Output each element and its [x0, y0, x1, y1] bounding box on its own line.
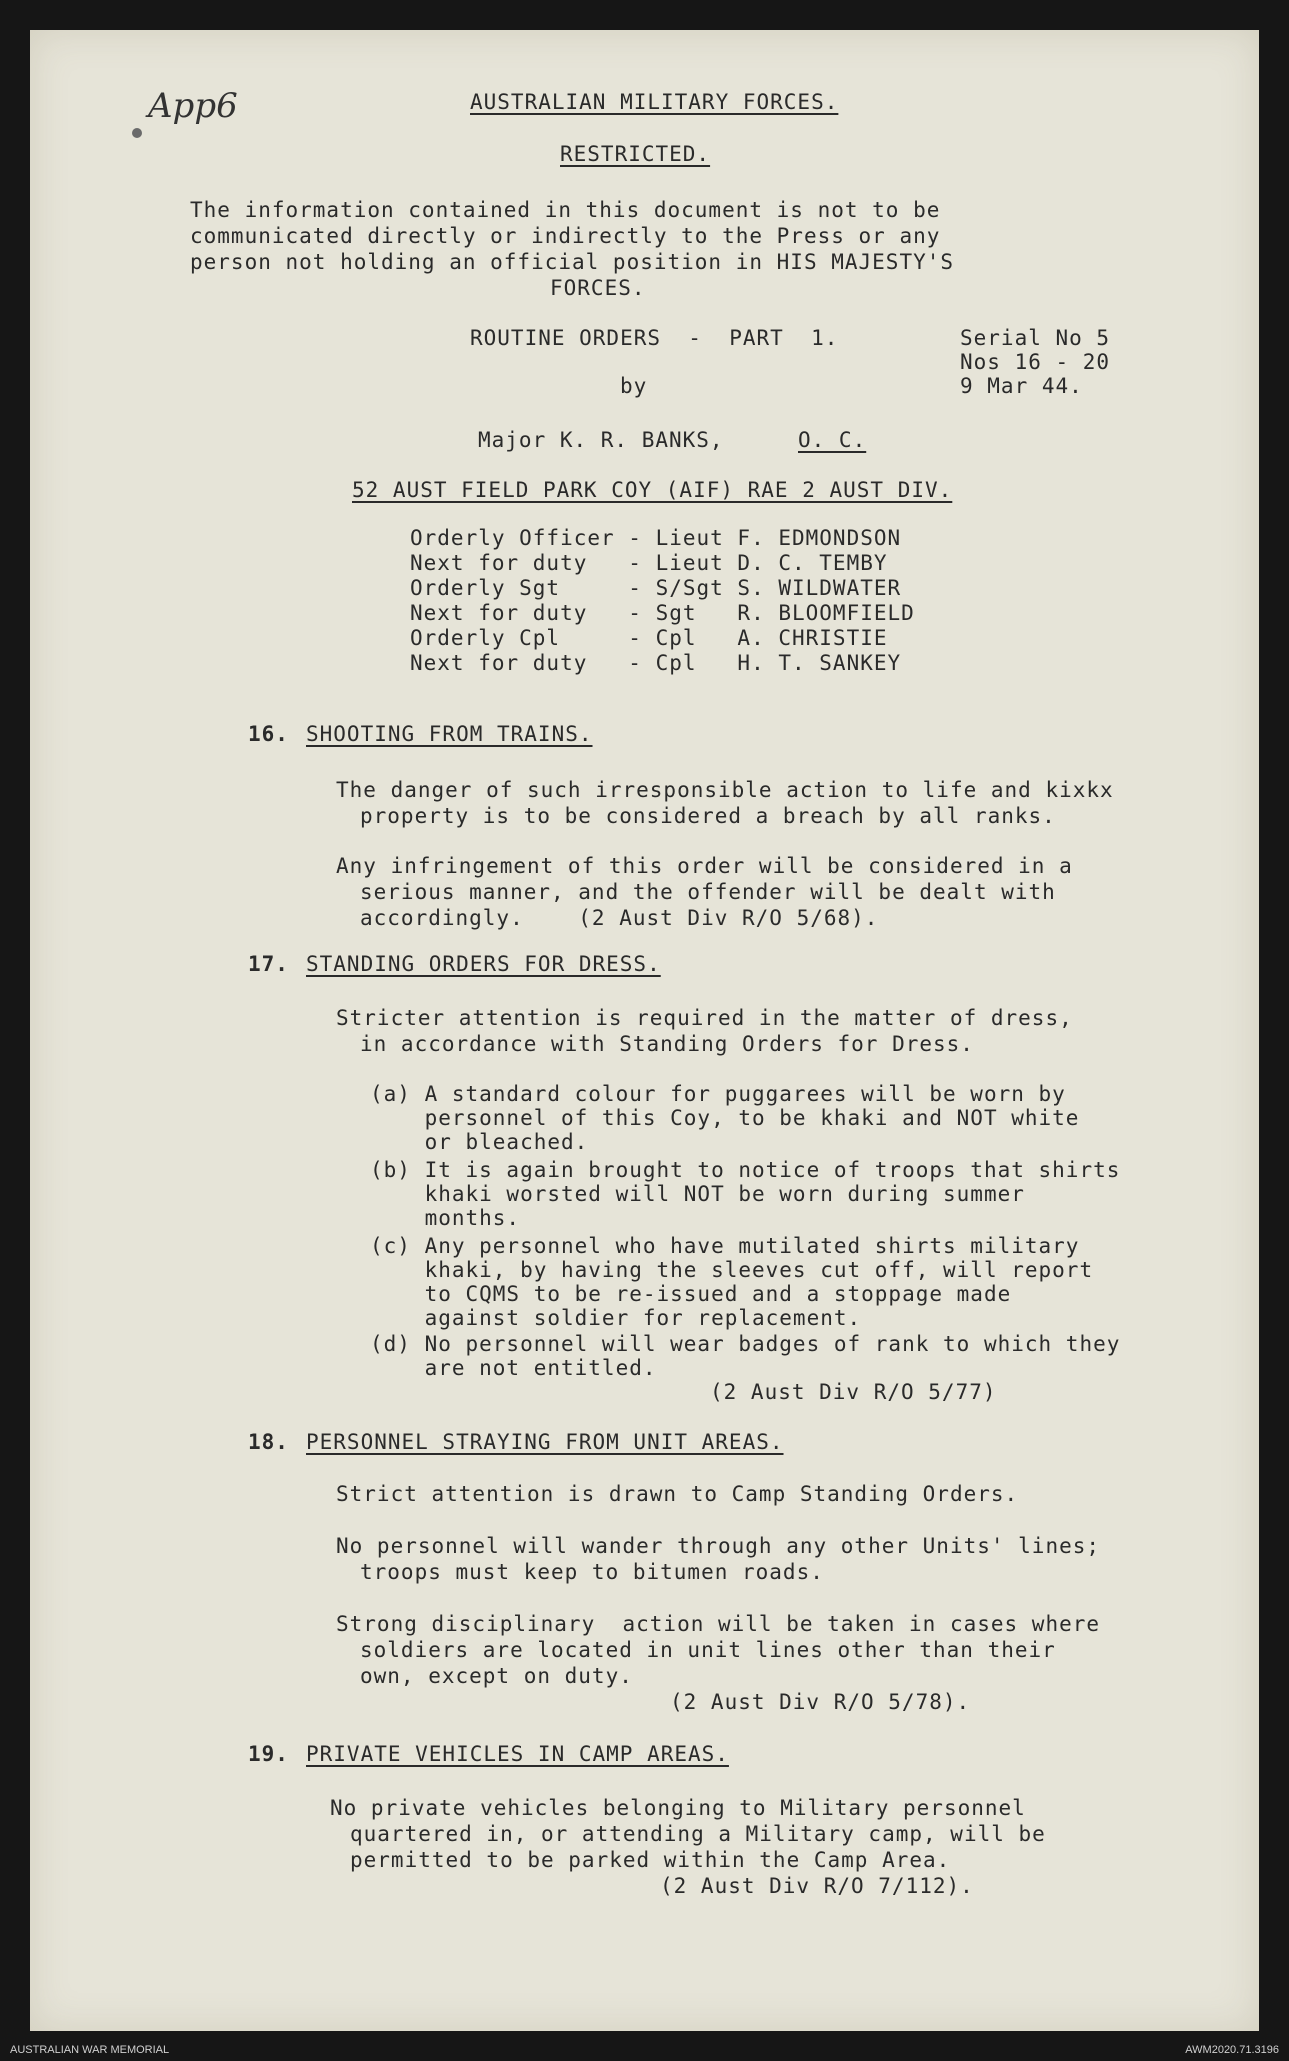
section-heading: PRIVATE VEHICLES IN CAMP AREAS.	[306, 1742, 729, 1766]
paragraph-line: soldiers are located in unit lines other than their	[360, 1638, 1056, 1662]
document-page	[30, 30, 1259, 2031]
serial-number: Serial No 5	[960, 326, 1111, 350]
section-heading: SHOOTING FROM TRAINS.	[306, 722, 593, 746]
notice-line: The information contained in this document is not to be	[190, 198, 941, 222]
section-number: 17.	[248, 952, 289, 976]
section-heading: STANDING ORDERS FOR DRESS.	[306, 952, 661, 976]
notice-line: person not holding an official position in HIS MAJESTY'S	[190, 250, 955, 274]
paragraph-line: Strong disciplinary action will be taken in cases where	[336, 1612, 1101, 1636]
footer-bar	[0, 2039, 1289, 2061]
duty-roster-row: Orderly Cpl - Cpl A. CHRISTIE	[410, 626, 888, 650]
subitem-line: to CQMS to be re-issued and a stoppage made	[370, 1282, 1012, 1306]
subitem-line: months.	[370, 1206, 521, 1230]
reference: (2 Aust Div R/O 7/112).	[660, 1874, 974, 1898]
paragraph-line: permitted to be parked within the Camp Area.	[350, 1848, 951, 1872]
section-number: 18.	[248, 1430, 289, 1454]
footer-accession: AWM2020.71.3196	[1185, 2044, 1279, 2056]
section-number: 19.	[248, 1742, 289, 1766]
subitem-line: (c) Any personnel who have mutilated shirts military	[370, 1234, 1080, 1258]
duty-roster-row: Next for duty - Lieut D. C. TEMBY	[410, 551, 888, 575]
paragraph-line: No private vehicles belonging to Military personnel	[330, 1796, 1026, 1820]
unit-name: 52 AUST FIELD PARK COY (AIF) RAE 2 AUST DIV.	[352, 478, 953, 502]
subitem-line: khaki, by having the sleeves cut off, will report	[370, 1258, 1094, 1282]
paragraph-line: Strict attention is drawn to Camp Standing Orders.	[336, 1482, 1019, 1506]
section-heading: PERSONNEL STRAYING FROM UNIT AREAS.	[306, 1430, 784, 1454]
officer-role: O. C.	[798, 428, 867, 452]
duty-roster-row: Orderly Sgt - S/Sgt S. WILDWATER	[410, 576, 902, 600]
paragraph-line: No personnel will wander through any other Units' lines;	[336, 1534, 1101, 1558]
subitem-line: (a) A standard colour for puggarees will be worn by	[370, 1082, 1066, 1106]
handwritten-note: App6	[148, 86, 238, 126]
notice-line: communicated directly or indirectly to the Press or any	[190, 224, 941, 248]
paragraph-line: Any infringement of this order will be considered in a	[336, 854, 1073, 878]
paragraph-line: troops must keep to bitumen roads.	[360, 1560, 824, 1584]
order-date: 9 Mar 44.	[960, 374, 1083, 398]
subitem-line: (b) It is again brought to notice of troops that shirts	[370, 1158, 1121, 1182]
section-number: 16.	[248, 722, 289, 746]
reference: (2 Aust Div R/O 5/77)	[710, 1380, 997, 1404]
paragraph-line: accordingly. (2 Aust Div R/O 5/68).	[360, 906, 879, 930]
classification: RESTRICTED.	[560, 142, 711, 166]
paragraph-line: The danger of such irresponsible action to life and kixkx	[336, 778, 1114, 802]
paragraph-line: Stricter attention is required in the matter of dress,	[336, 1006, 1073, 1030]
routine-orders: ROUTINE ORDERS - PART 1.	[470, 326, 839, 350]
reference: (2 Aust Div R/O 5/78).	[670, 1690, 971, 1714]
subitem-line: are not entitled.	[370, 1356, 657, 1380]
paragraph-line: in accordance with Standing Orders for Dress.	[360, 1032, 974, 1056]
subitem-line: against soldier for replacement.	[370, 1306, 862, 1330]
duty-roster-row: Next for duty - Cpl H. T. SANKEY	[410, 651, 902, 675]
notice-line: FORCES.	[550, 276, 646, 300]
paragraph-line: serious manner, and the offender will be dealt with	[360, 880, 1056, 904]
pin-mark	[132, 128, 142, 138]
paragraph-line: property is to be considered a breach by all ranks.	[360, 804, 1056, 828]
duty-roster-row: Next for duty - Sgt R. BLOOMFIELD	[410, 601, 915, 625]
officer-name: Major K. R. BANKS,	[478, 428, 724, 452]
subitem-line: (d) No personnel will wear badges of rank to which they	[370, 1332, 1121, 1356]
order-numbers: Nos 16 - 20	[960, 350, 1111, 374]
paragraph-line: quartered in, or attending a Military camp, will be	[350, 1822, 1046, 1846]
by-label: by	[620, 374, 648, 398]
footer-source: AUSTRALIAN WAR MEMORIAL	[10, 2044, 170, 2056]
subitem-line: personnel of this Coy, to be khaki and NOT white	[370, 1106, 1080, 1130]
paragraph-line: own, except on duty.	[360, 1664, 633, 1688]
subitem-line: khaki worsted will NOT be worn during summer	[370, 1182, 1025, 1206]
document-title: AUSTRALIAN MILITARY FORCES.	[470, 90, 839, 114]
duty-roster-row: Orderly Officer - Lieut F. EDMONDSON	[410, 526, 902, 550]
subitem-line: or bleached.	[370, 1130, 589, 1154]
